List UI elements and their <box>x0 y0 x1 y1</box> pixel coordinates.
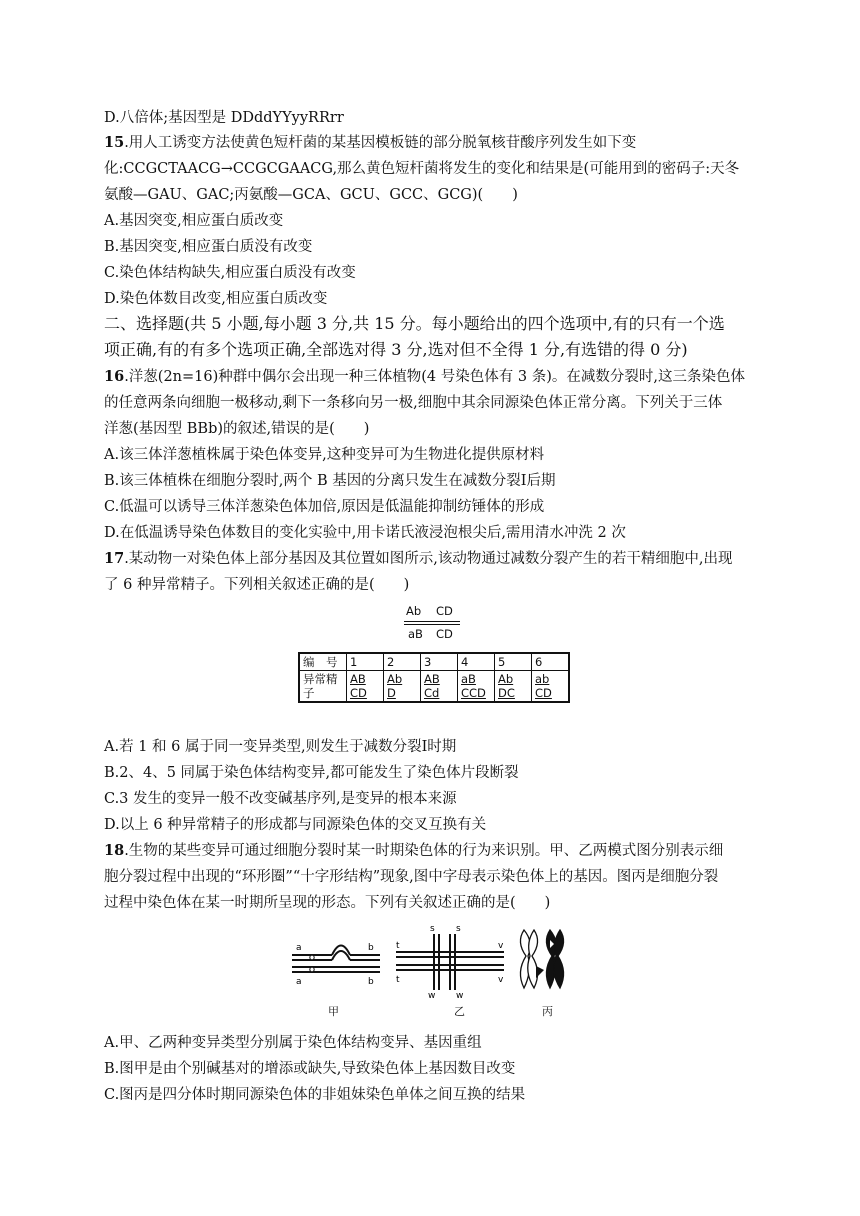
q18-stem <box>104 841 723 861</box>
sperm-5-bottom: DC <box>498 686 515 700</box>
q15-stem-line2: 化:CCGCTAACG→CCGCGAACG,那么黄色短杆菌将发生的变化和结果是(可能用到的密码子:天冬 <box>104 161 740 177</box>
yi-label-w1: w <box>428 991 436 1000</box>
yi-label-v1: v <box>498 941 504 951</box>
q18-stem-line3: 过程中染色体在某一时期所呈现的形态。下列有关叙述正确的是( ) <box>104 895 551 911</box>
q17-chromosome-figure <box>404 604 460 644</box>
sperm-4-top: aB <box>461 672 476 686</box>
table-id-2: 2 <box>384 653 421 671</box>
gene-bottom-left: aB <box>408 627 423 641</box>
q16-number: 16 <box>104 368 125 385</box>
q15-option-a: A.基因突变,相应蛋白质改变 <box>104 213 284 229</box>
sperm-3-top: AB <box>424 672 440 686</box>
q15-number: 15 <box>104 134 125 151</box>
q17-stem-part1: .某动物一对染色体上部分基因及其位置如图所示,该动物通过减数分裂产生的若干精细胞中,出现 <box>124 551 733 567</box>
q15-option-d: D.染色体数目改变,相应蛋白质改变 <box>104 291 328 307</box>
chromosome-line-top <box>404 621 460 622</box>
table-sperm-6 <box>532 671 570 703</box>
section2-heading-line2: 项正确,有的有多个选项正确,全部选对得 3 分,选对但不全得 1 分,有选错的得 0 分) <box>104 340 688 359</box>
q18-option-c: C.图丙是四分体时期同源染色体的非姐妹染色单体之间互换的结果 <box>104 1087 526 1103</box>
q17-option-c: C.3 发生的变异一般不改变碱基序列,是变异的根本来源 <box>104 791 457 807</box>
q15-option-b: B.基因突变,相应蛋白质没有改变 <box>104 239 313 255</box>
sperm-5-top: Ab <box>498 672 514 686</box>
q16-stem <box>104 367 745 387</box>
q18-option-b: B.图甲是由个别碱基对的增添或缺失,导致染色体上基因数目改变 <box>104 1061 516 1077</box>
jia-label-a-bottom: a <box>296 977 302 987</box>
q18-option-a: A.甲、乙两种变异类型分别属于染色体结构变异、基因重组 <box>104 1035 482 1051</box>
q16-stem-part1: .洋葱(2n=16)种群中偶尔会出现一种三体植物(4 号染色体有 3 条)。在减数分裂时,这三条染色体 <box>124 369 745 385</box>
q15-stem <box>104 133 636 153</box>
sperm-2-top: Ab <box>387 672 403 686</box>
jia-label-b-top: b <box>368 943 374 953</box>
caption-bing: 丙 <box>542 1005 553 1018</box>
sperm-6-bottom: CD <box>535 686 552 700</box>
sperm-4-bottom: CCD <box>461 686 486 700</box>
sperm-6-top: ab <box>535 672 550 686</box>
table-header-sperm: 异常精子 <box>299 671 347 703</box>
jia-label-b-bottom: b <box>368 977 374 987</box>
q18-stem-part1: .生物的某些变异可通过细胞分裂时某一时期染色体的行为来识别。甲、乙两模式图分别表示细 <box>124 843 724 859</box>
section2-heading: 二、选择题(共 5 小题,每小题 3 分,共 15 分。每小题给出的四个选项中,有的只有一个选 <box>104 314 725 333</box>
table-id-5: 5 <box>495 653 532 671</box>
yi-label-t2: t <box>396 975 400 985</box>
table-sperm-5 <box>495 671 532 703</box>
q18-number: 18 <box>104 842 125 859</box>
q18-stem-line2: 胞分裂过程中出现的“环形圈”“十字形结构”现象,图中字母表示染色体上的基因。图丙是细胞分裂 <box>104 869 719 885</box>
q17-stem-line2: 了 6 种异常精子。下列相关叙述正确的是( ) <box>104 577 410 593</box>
table-id-4: 4 <box>458 653 495 671</box>
gene-bottom-right: CD <box>436 627 453 641</box>
sperm-2-bottom: D <box>387 686 396 700</box>
q15-option-c: C.染色体结构缺失,相应蛋白质没有改变 <box>104 265 356 281</box>
figure-bing <box>514 926 572 992</box>
q16-stem-line3: 洋葱(基因型 BBb)的叙述,错误的是( ) <box>104 421 370 437</box>
q15-stem-line3: 氨酸—GAU、GAC;丙氨酸—GCA、GCU、GCC、GCG)( ) <box>104 187 518 203</box>
q14-option-d: D.八倍体;基因型是 DDddYYyyRRrr <box>104 110 344 126</box>
yi-label-s1: s <box>430 924 435 934</box>
sperm-1-top: AB <box>350 672 366 686</box>
q15-stem-part1: .用人工诱变方法使黄色短杆菌的某基因模板链的部分脱氧核苷酸序列发生如下变 <box>124 135 637 151</box>
table-id-3: 3 <box>421 653 458 671</box>
q17-option-b: B.2、4、5 同属于染色体结构变异,都可能发生了染色体片段断裂 <box>104 765 519 781</box>
sperm-3-bottom: Cd <box>424 686 440 700</box>
sperm-1-bottom: CD <box>350 686 367 700</box>
q16-option-b: B.该三体植株在细胞分裂时,两个 B 基因的分离只发生在减数分裂Ⅰ后期 <box>104 473 556 489</box>
yi-label-t1: t <box>396 941 400 951</box>
q16-option-a: A.该三体洋葱植株属于染色体变异,这种变异可为生物进化提供原材料 <box>104 447 545 463</box>
table-sperm-2 <box>384 671 421 703</box>
table-id-6: 6 <box>532 653 570 671</box>
yi-label-s2: s <box>456 924 461 934</box>
caption-yi: 乙 <box>454 1005 465 1018</box>
table-sperm-3 <box>421 671 458 703</box>
gene-top-right: CD <box>436 604 453 618</box>
q17-sperm-table <box>298 652 570 703</box>
q17-stem <box>104 549 733 569</box>
chromosome-line-bottom <box>404 624 460 625</box>
q16-stem-line2: 的任意两条向细胞一极移动,剩下一条移向另一极,细胞中其余同源染色体正常分离。下列关于三体 <box>104 395 723 411</box>
figure-jia <box>288 928 384 990</box>
yi-label-v2: v <box>498 975 504 985</box>
q17-option-d: D.以上 6 种异常精子的形成都与同源染色体的交叉互换有关 <box>104 817 487 833</box>
figure-yi <box>392 922 508 1000</box>
table-id-1: 1 <box>347 653 384 671</box>
q16-option-c: C.低温可以诱导三体洋葱染色体加倍,原因是低温能抑制纺锤体的形成 <box>104 499 545 515</box>
q16-option-d: D.在低温诱导染色体数目的变化实验中,用卡诺氏液浸泡根尖后,需用清水冲洗 2 次 <box>104 525 626 541</box>
q17-number: 17 <box>104 550 125 567</box>
jia-label-a-top: a <box>296 943 302 953</box>
gene-top-left: Ab <box>406 604 422 618</box>
table-header-id: 编 号 <box>299 653 347 671</box>
yi-label-w2: w <box>456 991 464 1000</box>
caption-jia: 甲 <box>328 1005 339 1018</box>
q17-option-a: A.若 1 和 6 属于同一变异类型,则发生于减数分裂Ⅰ时期 <box>104 739 457 755</box>
table-sperm-1 <box>347 671 384 703</box>
table-sperm-4 <box>458 671 495 703</box>
